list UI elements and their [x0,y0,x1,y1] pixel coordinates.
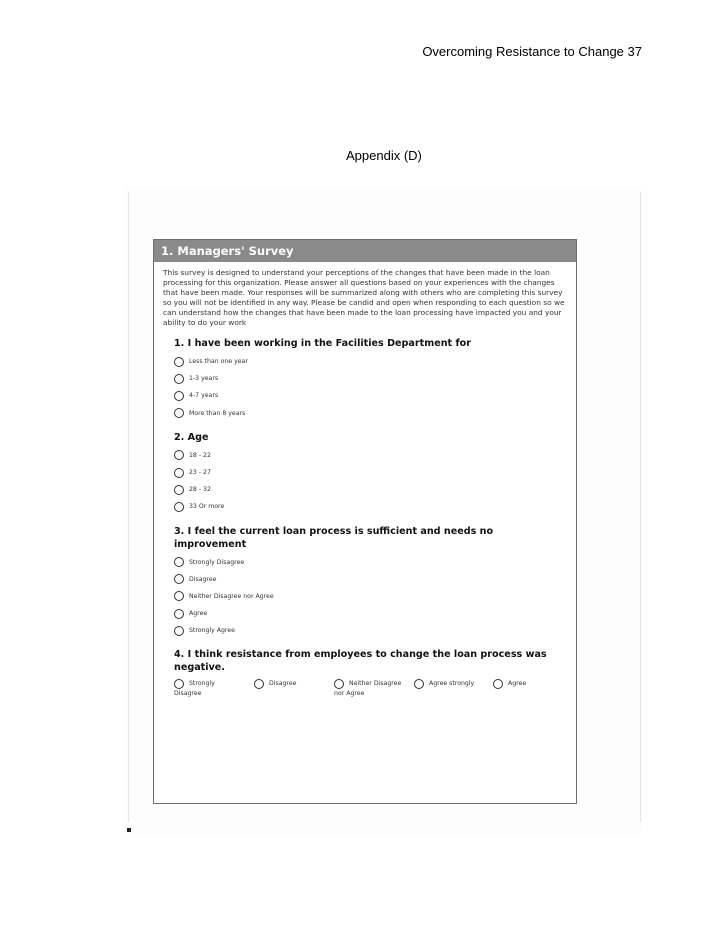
option-agree[interactable] [174,605,568,622]
option-more-than-8-years[interactable] [174,405,568,422]
option-4-7-years[interactable] [174,387,568,404]
option-label: 18 - 22 [189,451,211,459]
scan-mark [127,828,131,832]
question-2-title: 2. Age [174,431,209,443]
option-label: 33 Or more [189,503,225,511]
radio-button[interactable] [334,679,344,689]
option-label: 28 - 32 [189,486,211,494]
question-4-title [174,648,568,674]
option-stack [334,679,401,699]
option-1-3-years[interactable] [174,370,568,387]
option-label: Agree [189,610,208,618]
survey-header: 1. Managers' Survey [154,240,576,262]
radio-button[interactable] [174,557,184,567]
radio-button[interactable] [174,485,184,495]
option-label: Less than one year [189,358,248,366]
survey-form [153,239,577,804]
radio-button[interactable] [174,626,184,636]
option-label: Strongly Disagree [189,558,245,566]
option-age-33-or-more[interactable] [174,498,568,515]
radio-button[interactable] [414,679,424,689]
question-4-title-line1: 4. I think resistance from employees to change the loan process was [174,649,547,661]
radio-button[interactable] [174,468,184,478]
option-disagree[interactable] [174,571,568,588]
option-label: Strongly Agree [189,627,235,635]
option-label: 1-3 years [189,375,219,383]
option-label: 4-7 years [189,392,219,400]
question-2 [174,431,568,516]
option-agree-strongly[interactable] [414,679,493,699]
option-label: Neither Disagree [349,680,402,688]
option-label: Disagree [189,575,217,583]
question-4-title-line2: negative. [174,662,225,674]
option-label: Agree [508,680,527,688]
question-1 [174,337,568,422]
option-strongly-disagree[interactable] [174,679,254,699]
question-1-title: 1. I have been working in the Facilities Department for [174,338,471,349]
scan-edge-right [640,192,641,822]
option-label: Neither Disagree nor Agree [189,592,274,600]
option-neither[interactable] [334,679,414,699]
question-4-options [174,679,568,699]
option-disagree[interactable] [254,679,334,699]
option-strongly-disagree[interactable] [174,554,568,571]
option-label-line2: nor Agree [334,690,365,698]
option-age-18-22[interactable] [174,447,568,464]
question-4 [174,648,568,699]
option-strongly-agree[interactable] [174,622,568,639]
option-label: 23 - 27 [189,469,211,477]
option-age-28-32[interactable] [174,481,568,498]
radio-button[interactable] [174,679,184,689]
option-stack [174,679,215,699]
radio-button[interactable] [174,591,184,601]
radio-button[interactable] [174,374,184,384]
option-label: More than 8 years [189,409,246,417]
radio-button[interactable] [174,609,184,619]
option-less-than-one-year[interactable] [174,353,568,370]
radio-button[interactable] [174,450,184,460]
option-label: Disagree [269,680,297,688]
scan-edge-left [128,192,129,822]
option-agree[interactable] [493,679,526,699]
radio-button[interactable] [174,391,184,401]
option-label: Strongly [189,680,215,688]
appendix-title: Appendix (D) [346,148,422,163]
radio-button[interactable] [493,679,503,689]
option-neither[interactable] [174,588,568,605]
radio-button[interactable] [254,679,264,689]
question-3-title: 3. I feel the current loan process is sufficient and needs no improvement [174,525,494,550]
option-label-line2: Disagree [174,690,202,698]
radio-button[interactable] [174,357,184,367]
radio-button[interactable] [174,574,184,584]
survey-intro: This survey is designed to understand your perceptions of the changes that have been made in the loan processing for this organization. Please answer all questions based on your experiences with the changes that have been made. Your responses will be summarized along with others who are completing this survey so you will not be identified in any way. Please be candid and open when responding to each question so we can understand how the changes that have been made to the loan processing have impacted you and your ability to do your work [163,268,565,327]
option-age-23-27[interactable] [174,464,568,481]
running-head: Overcoming Resistance to Change 37 [422,44,642,59]
question-3 [174,525,568,640]
radio-button[interactable] [174,502,184,512]
radio-button[interactable] [174,408,184,418]
option-label: Agree strongly [429,680,475,688]
